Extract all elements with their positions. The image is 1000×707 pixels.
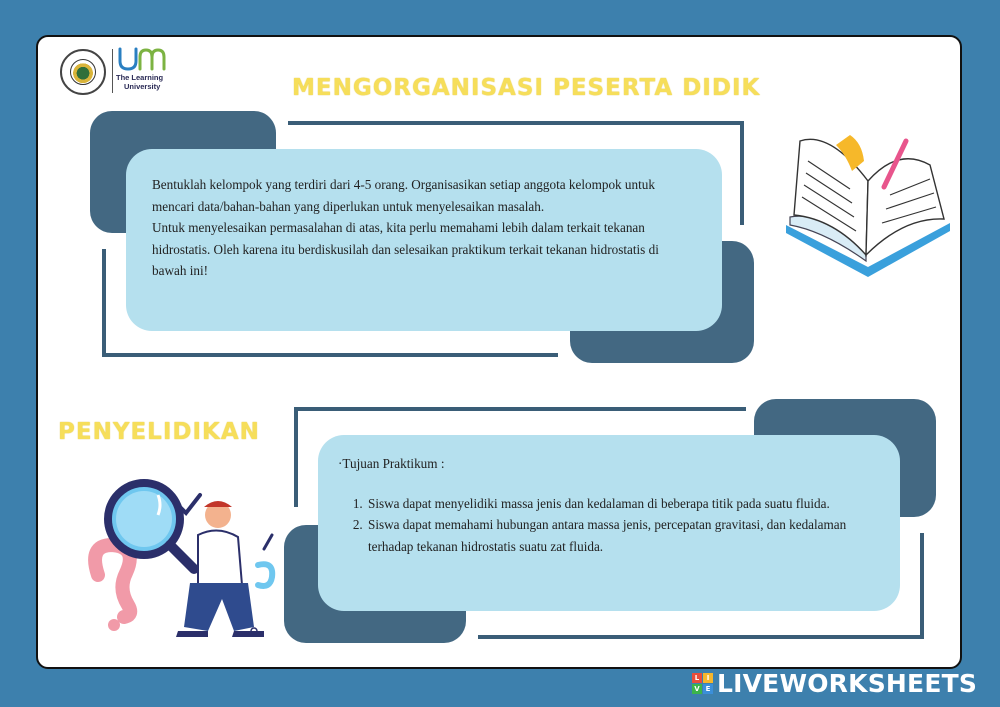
decor-line [288,121,744,125]
objectives-bubble [318,435,900,611]
instruction-paragraph: Untuk menyelesaikan permasalahan di atas, kita perlu memahami lebih dalam terkait tekanan hidrostatis. Oleh karena itu berdiskusilah dan selesaikan praktikum terkait tekanan hidrostatis di bawah ini! [152,220,659,278]
instructions-bubble [126,149,722,331]
objective-item: 1. Siswa dapat menyelidiki massa jenis dan kedalaman di beberapa titik pada suatu fluida. [366,493,880,515]
section-title-organize: MENGORGANISASI PESERTA DIDIK [292,75,761,101]
instruction-paragraph: Bentuklah kelompok yang terdiri dari 4-5 orang. Organisasikan setiap anggota kelompok untuk mencari data/bahan-bahan yang diperlukan untuk menyelesaikan masalah. [152,177,655,214]
um-logo-icon [116,45,166,73]
section-title-investigation: PENYELIDIKAN [58,419,260,445]
decor-line [102,249,106,357]
decor-line [294,407,746,411]
liveworksheets-watermark [692,669,977,697]
objectives-label: ·Tujuan Praktikum : [338,456,445,471]
logo-tagline: The Learning University [116,73,164,91]
liveworksheets-badge-icon: L I V E [692,673,713,694]
decor-line [740,121,744,225]
decor-line [102,353,558,357]
objective-item: 2. Siswa dapat memahami hubungan antara massa jenis, percepatan gravitasi, dan kedalaman terhadap tekanan hidrostatis suatu zat fluida. [366,514,880,557]
magnifier-explorer-illustration [58,465,298,657]
university-seal-logo [60,49,106,95]
objectives-list [338,493,880,558]
worksheet-card [36,35,962,669]
open-book-illustration [780,121,958,281]
watermark-text: LIVEWORKSHEETS [717,668,978,698]
decor-line [478,635,924,639]
decor-line [920,533,924,639]
logo-divider [112,49,113,93]
